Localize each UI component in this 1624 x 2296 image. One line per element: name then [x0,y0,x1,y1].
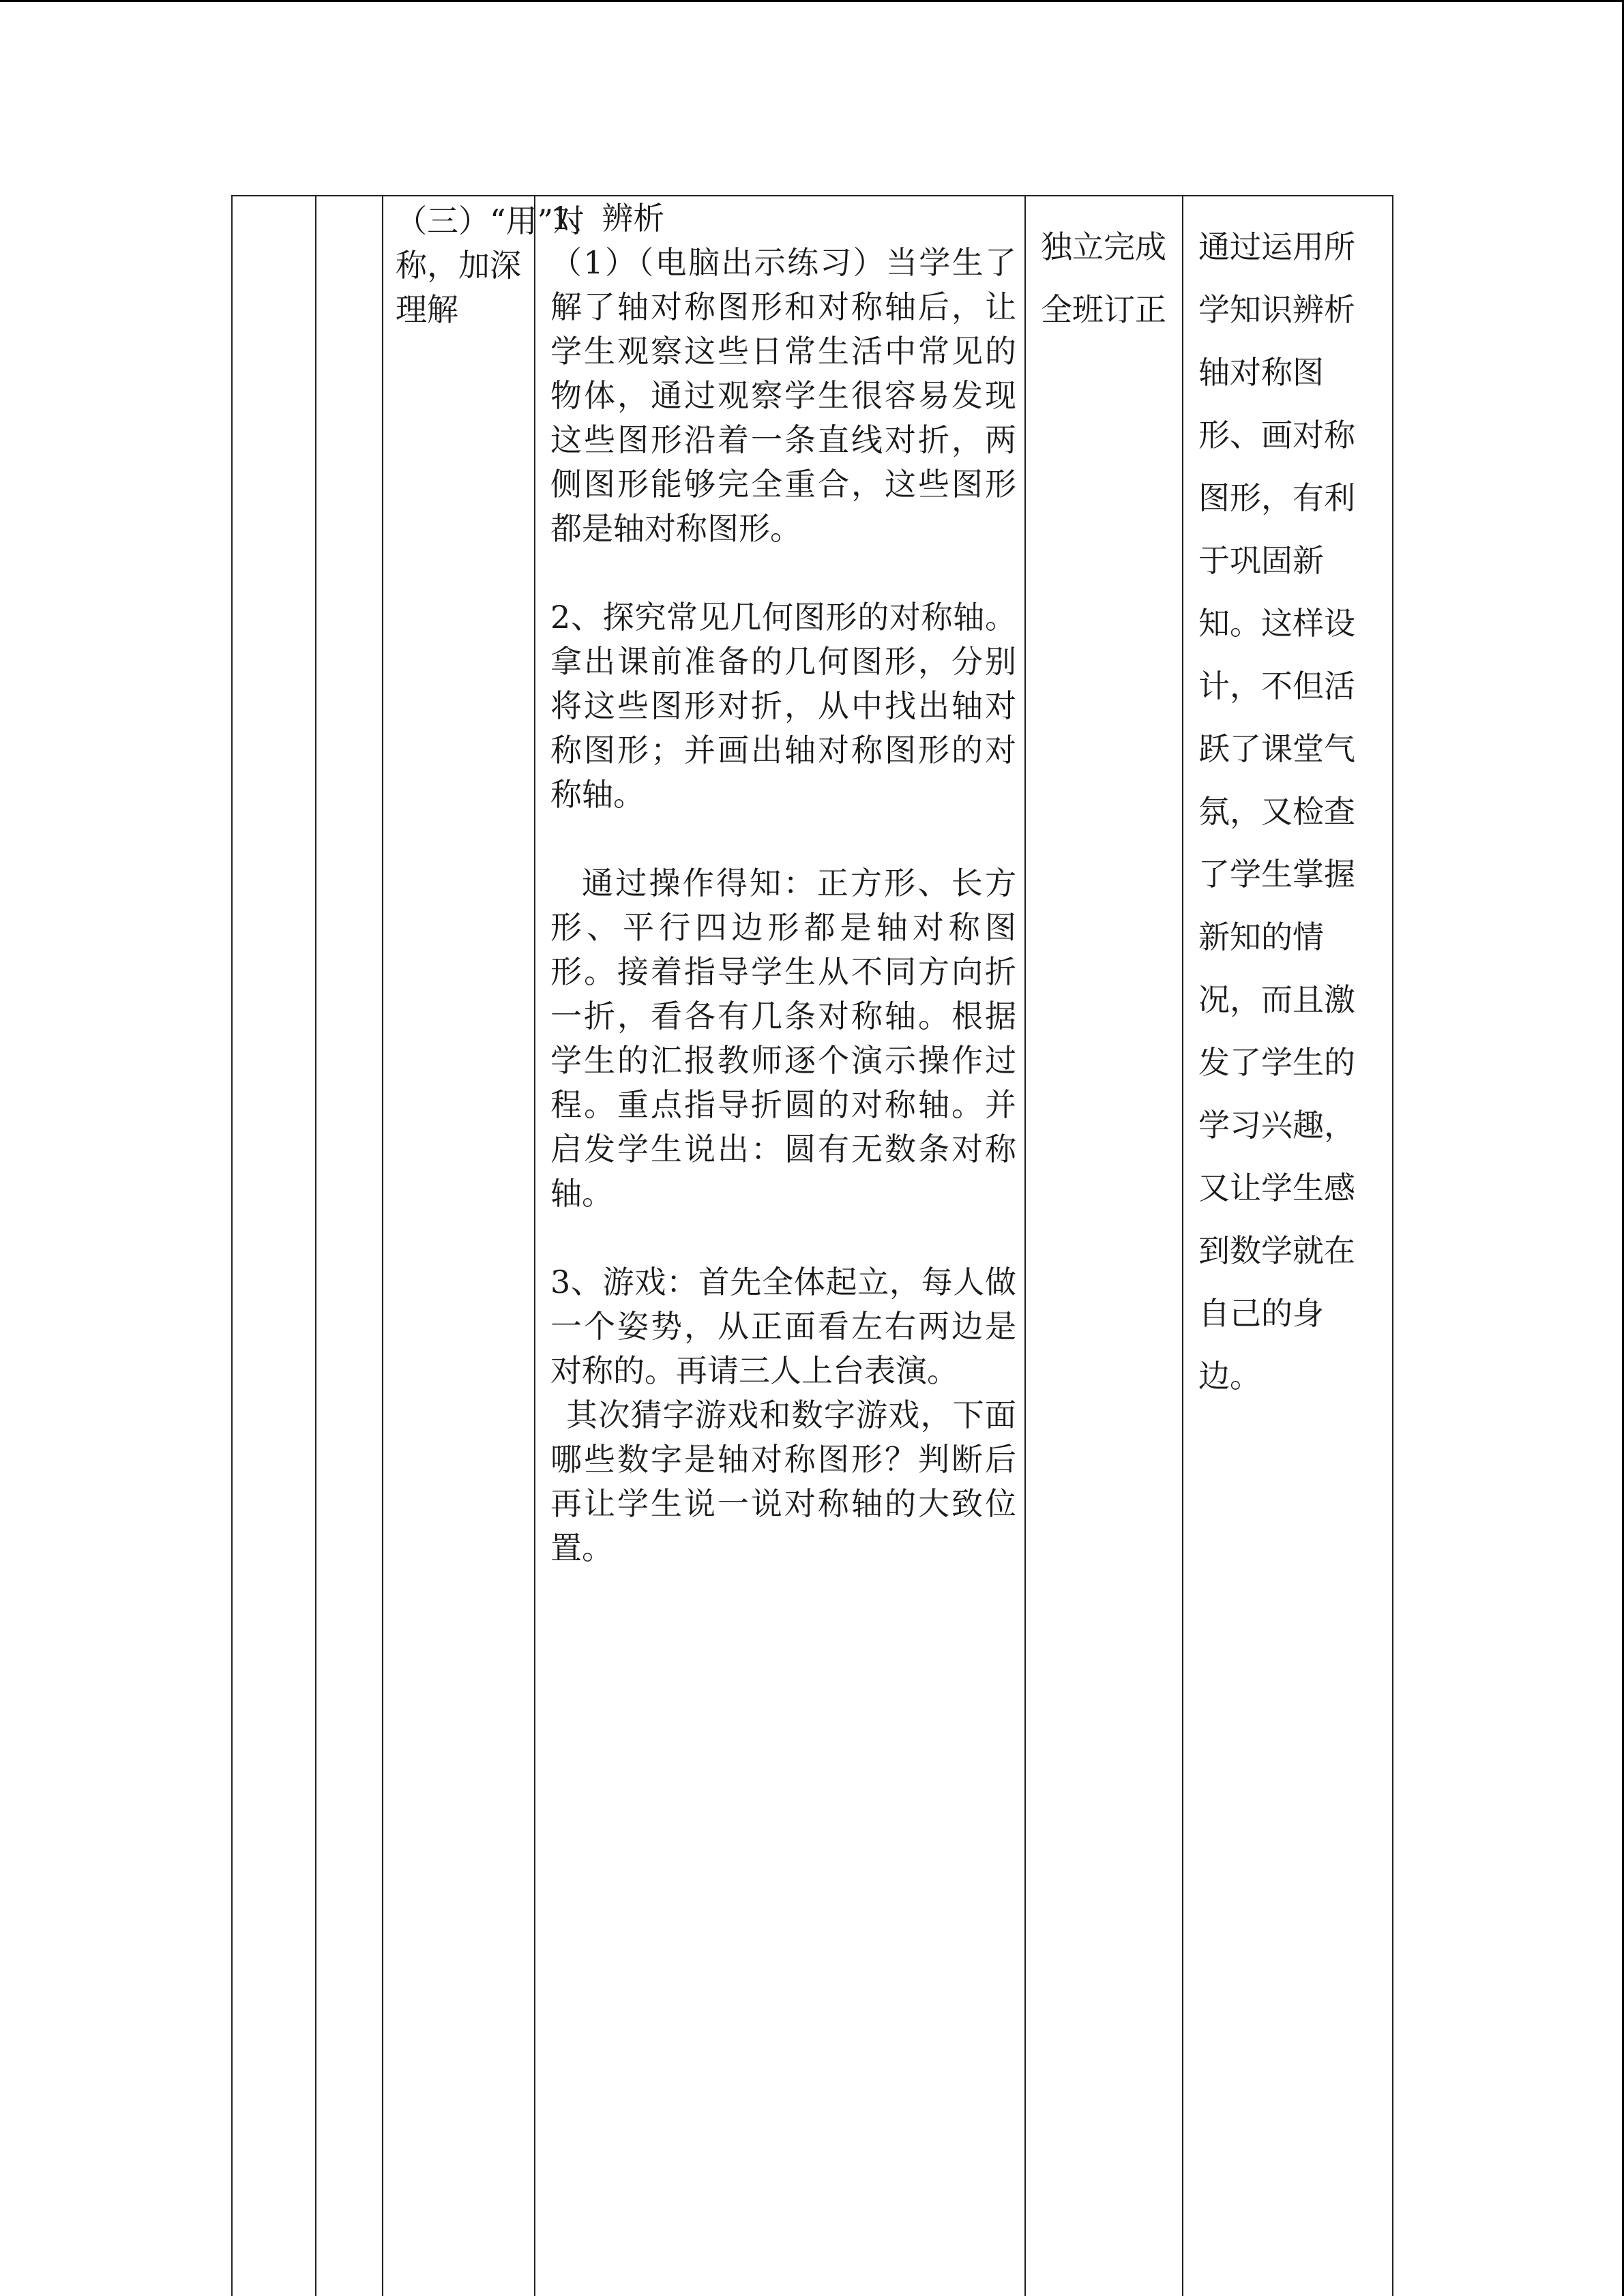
teaching-content [535,196,1024,1570]
design-intent: 通过运用所学知识辨析轴对称图形、画对称图形，有利于巩固新知。这样设计，不但活跃了课堂气氛，又检查了学生掌握新知的情况，而且激发了学生的学习兴趣，又让学生感到数学就在自己的身边。 [1198,228,1355,1395]
empty-cell-1 [232,196,316,2296]
table-row [232,196,1393,2296]
stage-cell [383,196,585,2296]
content-paragraph-5: 其次猜字游戏和数字游戏，下面哪些数字是轴对称图形？判断后再让学生说一说对称轴的大致位置。 [550,1397,1016,1566]
activity-cell [1025,196,1183,2296]
intent-cell [1183,196,1393,2296]
content-paragraph-2: 2、探究常见几何图形的对称轴。 拿出课前准备的几何图形，分别将这些图形对折，从中找出轴对称图形；并画出轴对称图形的对称轴。 [550,599,1016,813]
empty-cell-2 [316,196,383,2296]
student-activity: 独立完成全班订正 [1041,228,1166,328]
content-cell [535,196,1025,2296]
lesson-plan-table [231,195,1393,2296]
content-heading-1: 1、辨析 [550,200,665,237]
content-paragraph-3: 通过操作得知：正方形、长方形、平行四边形都是轴对称图形。接着指导学生从不同方向折一折，看各有几条对称轴。根据学生的汇报教师逐个演示操作过程。重点指导折圆的对称轴。并启发学生说出：圆有无数条对称轴。 [550,865,1016,1212]
content-paragraph-1: （1）（电脑出示练习）当学生了解了轴对称图形和对称轴后，让学生观察这些日常生活中常见的物体，通过观察学生很容易发现这些图形沿着一条直线对折，两侧图形能够完全重合，这些图形都是轴对称图形。 [550,244,1016,547]
stage-label: （三）“用”对称，加深理解 [396,203,585,328]
content-paragraph-4: 3、游戏：首先全体起立，每人做一个姿势，从正面看左右两边是对称的。再请三人上台表演。 [550,1264,1016,1389]
